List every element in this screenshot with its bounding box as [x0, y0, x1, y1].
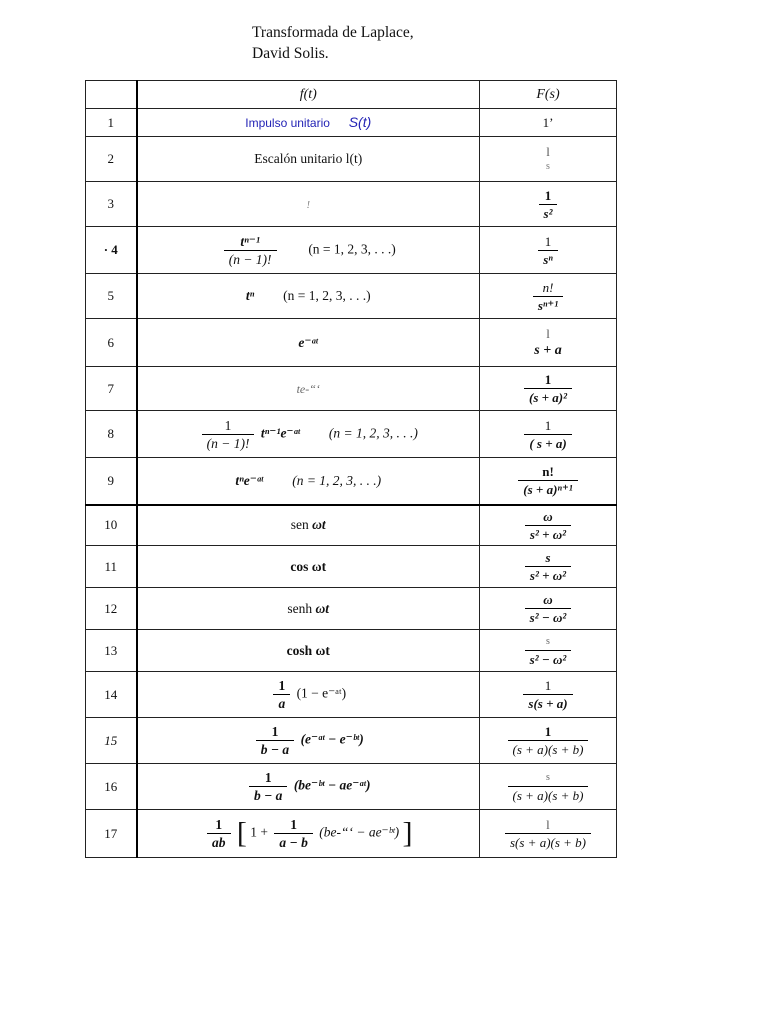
- fs-cell: [480, 137, 617, 182]
- fs-numerator: ω: [543, 592, 553, 607]
- ft-cell: [137, 182, 480, 227]
- fs-cell: [480, 630, 617, 672]
- fs-fraction: [525, 634, 572, 667]
- table-row: [86, 458, 617, 505]
- fs-fraction: [518, 464, 577, 497]
- row-number: 1: [86, 109, 137, 137]
- fs-text: 1’: [542, 114, 554, 130]
- ft-text: !: [306, 200, 310, 211]
- table-row: [86, 227, 617, 274]
- row-number: 9: [86, 458, 137, 505]
- fs-denominator: s² + ω²: [525, 566, 571, 583]
- ft-symbol: S(t): [348, 114, 372, 130]
- fs-numerator: s: [546, 772, 550, 783]
- header-ft: f(t): [137, 81, 480, 109]
- ft-fraction: [202, 418, 255, 451]
- document-title: [252, 22, 414, 64]
- ft-numerator: 1: [271, 724, 279, 739]
- fs-cell: [480, 274, 617, 319]
- fs-cell: [480, 109, 617, 137]
- fs-cell: [480, 672, 617, 718]
- ft-inner-fraction: [274, 817, 312, 850]
- ft-cell: [137, 810, 480, 858]
- fs-cell: [480, 588, 617, 630]
- fs-numerator: ω: [543, 508, 553, 524]
- ft-fraction: [273, 678, 290, 711]
- table-row: [86, 274, 617, 319]
- fs-cell: [480, 458, 617, 505]
- fs-cell: [480, 411, 617, 458]
- table-row: [86, 810, 617, 858]
- ft-cell: [137, 367, 480, 411]
- ft-numerator: 1: [224, 417, 232, 433]
- fs-numerator: n!: [542, 464, 554, 480]
- fs-cell: [480, 505, 617, 546]
- row-number: 5: [86, 274, 137, 319]
- header-fs: F(s): [480, 81, 617, 109]
- row-number: 13: [86, 630, 137, 672]
- ft-text: senh: [287, 600, 313, 616]
- fs-cell: [480, 367, 617, 411]
- ft-condition: (n = 1, 2, 3, . . .): [328, 425, 418, 441]
- ft-expression: (1 − e⁻ᵃᵗ): [296, 685, 347, 701]
- ft-cell: [137, 137, 480, 182]
- ft-inner-expression: (be-“‘ − ae⁻ᵇᵗ): [319, 824, 400, 840]
- fs-fraction: [524, 372, 572, 405]
- header-number: [86, 81, 137, 109]
- ft-fraction: [224, 234, 277, 267]
- fs-numerator: n!: [542, 279, 554, 295]
- title-line-1: Transformada de Laplace,: [252, 24, 414, 41]
- row-number: 8: [86, 411, 137, 458]
- fs-cell: [480, 810, 617, 858]
- fs-numerator: l: [546, 326, 550, 341]
- fs-denominator: sⁿ⁺¹: [533, 296, 563, 313]
- fs-denominator: s(s + a): [523, 694, 572, 711]
- ft-expression: tⁿ⁻¹e⁻ᵃᵗ: [260, 425, 301, 441]
- ft-cell: [137, 505, 480, 546]
- fs-denominator: s(s + a)(s + b): [505, 833, 591, 850]
- fs-denominator: (s + a)²: [524, 388, 572, 405]
- ft-inner-denominator: a − b: [274, 833, 312, 850]
- row-number: 6: [86, 319, 137, 367]
- ft-cell: [137, 764, 480, 810]
- table-row: [86, 137, 617, 182]
- fs-denominator: s² − ω²: [525, 650, 572, 667]
- fs-denominator: s² + ω²: [525, 525, 571, 542]
- fs-fraction: [525, 550, 571, 583]
- ft-numerator: tⁿ⁻¹: [240, 233, 260, 249]
- fs-fraction: [508, 724, 589, 757]
- ft-text: Escalón unitario l(t): [254, 151, 363, 166]
- ft-cell: [137, 227, 480, 274]
- ft-numerator: 1: [278, 678, 286, 693]
- ft-denominator: b − a: [249, 786, 287, 803]
- fs-denominator: s: [546, 161, 550, 172]
- fs-numerator: l: [546, 817, 550, 832]
- fs-fraction: [523, 678, 572, 711]
- row-number: 16: [86, 764, 137, 810]
- table-row: [86, 718, 617, 764]
- laplace-table: [85, 80, 617, 858]
- fs-fraction: [525, 509, 571, 542]
- fs-cell: [480, 764, 617, 810]
- fs-numerator: 1: [544, 678, 552, 693]
- row-number: 11: [86, 546, 137, 588]
- ft-cell: [137, 274, 480, 319]
- ft-expression: tⁿ: [245, 288, 255, 303]
- fs-denominator: s²: [539, 204, 558, 221]
- fs-numerator: s: [546, 636, 550, 647]
- ft-inner-numerator: 1: [290, 817, 297, 832]
- fs-numerator: 1: [544, 417, 552, 433]
- fs-denominator: (s + a)ⁿ⁺¹: [518, 480, 577, 497]
- ft-expression: tⁿe⁻ᵃᵗ: [235, 472, 264, 488]
- table-row: [86, 182, 617, 227]
- ft-cell: [137, 458, 480, 505]
- ft-cell: [137, 630, 480, 672]
- header-row: [86, 81, 617, 109]
- row-number: 10: [86, 505, 137, 546]
- ft-cell: [137, 672, 480, 718]
- ft-expression: ωt: [315, 600, 330, 616]
- fs-numerator: 1: [544, 724, 552, 739]
- fs-cell: [480, 319, 617, 367]
- table-row: [86, 672, 617, 718]
- table-row: [86, 505, 617, 546]
- table-row: [86, 367, 617, 411]
- ft-cell: [137, 546, 480, 588]
- row-number: 14: [86, 672, 137, 718]
- table-row: [86, 546, 617, 588]
- ft-text: sen: [290, 517, 309, 533]
- ft-text: Impulso unitario: [245, 116, 330, 130]
- ft-denominator: (n − 1)!: [202, 434, 255, 451]
- ft-expression: te-“‘: [296, 381, 320, 396]
- ft-cell: [137, 411, 480, 458]
- fs-cell: [480, 227, 617, 274]
- ft-expression: 1 +: [250, 824, 269, 840]
- row-number: · 4: [86, 227, 137, 274]
- ft-fraction: [249, 770, 287, 803]
- ft-denominator: ab: [207, 833, 231, 850]
- ft-fraction: [256, 724, 294, 757]
- ft-expression: ωt: [312, 517, 326, 533]
- ft-denominator: (n − 1)!: [224, 250, 277, 267]
- row-number: 7: [86, 367, 137, 411]
- ft-expression: e⁻ᵃᵗ: [298, 334, 319, 350]
- fs-denominator: (s + a)(s + b): [508, 786, 589, 803]
- row-number: 12: [86, 588, 137, 630]
- ft-cell: [137, 319, 480, 367]
- ft-expression: (be⁻ᵇᵗ − ae⁻ᵃᵗ): [293, 777, 371, 793]
- ft-expression: cos ωt: [290, 558, 327, 574]
- fs-fraction: [525, 592, 572, 625]
- title-line-2: David Solis.: [252, 45, 329, 62]
- row-number: 2: [86, 137, 137, 182]
- table-row: [86, 764, 617, 810]
- ft-condition: (n = 1, 2, 3, . . .): [308, 241, 396, 257]
- row-number: 15: [86, 718, 137, 764]
- fs-cell: [480, 718, 617, 764]
- ft-expression: cosh ωt: [286, 642, 330, 658]
- ft-numerator: 1: [215, 817, 223, 832]
- table-row: [86, 319, 617, 367]
- table-row: [86, 411, 617, 458]
- fs-fraction: [524, 418, 571, 451]
- fs-fraction: [505, 817, 591, 850]
- fs-denominator: s² − ω²: [525, 608, 572, 625]
- open-bracket: [: [236, 816, 247, 850]
- close-bracket: ]: [402, 816, 413, 850]
- fs-fraction: [538, 234, 558, 267]
- fs-numerator: 1: [544, 233, 552, 249]
- fs-denominator: sⁿ: [538, 250, 558, 267]
- ft-cell: [137, 718, 480, 764]
- fs-denominator: ( s + a): [524, 434, 571, 451]
- fs-cell: [480, 182, 617, 227]
- ft-expression: (e⁻ᵃᵗ − e⁻ᵇᵗ): [300, 731, 364, 747]
- ft-cell: [137, 109, 480, 137]
- fs-numerator: 1: [544, 187, 552, 203]
- table-row: [86, 630, 617, 672]
- row-number: 3: [86, 182, 137, 227]
- fs-cell: [480, 546, 617, 588]
- ft-condition: (n = 1, 2, 3, . . .): [283, 288, 371, 303]
- fs-denominator: (s + a)(s + b): [508, 740, 589, 757]
- fs-fraction: [533, 280, 563, 313]
- ft-cell: [137, 588, 480, 630]
- fs-fraction: [539, 188, 558, 221]
- fs-fraction: [508, 770, 589, 803]
- ft-condition: (n = 1, 2, 3, . . .): [292, 472, 382, 488]
- fs-numerator: 1: [544, 372, 552, 387]
- row-number: 17: [86, 810, 137, 858]
- fs-numerator: l: [546, 144, 550, 159]
- ft-fraction: [207, 817, 231, 850]
- ft-denominator: b − a: [256, 740, 294, 757]
- table-row: [86, 588, 617, 630]
- fs-denominator: s + a: [534, 343, 562, 358]
- ft-numerator: 1: [264, 770, 272, 785]
- ft-denominator: a: [273, 694, 290, 711]
- table-row: [86, 109, 617, 137]
- fs-numerator: s: [545, 550, 551, 565]
